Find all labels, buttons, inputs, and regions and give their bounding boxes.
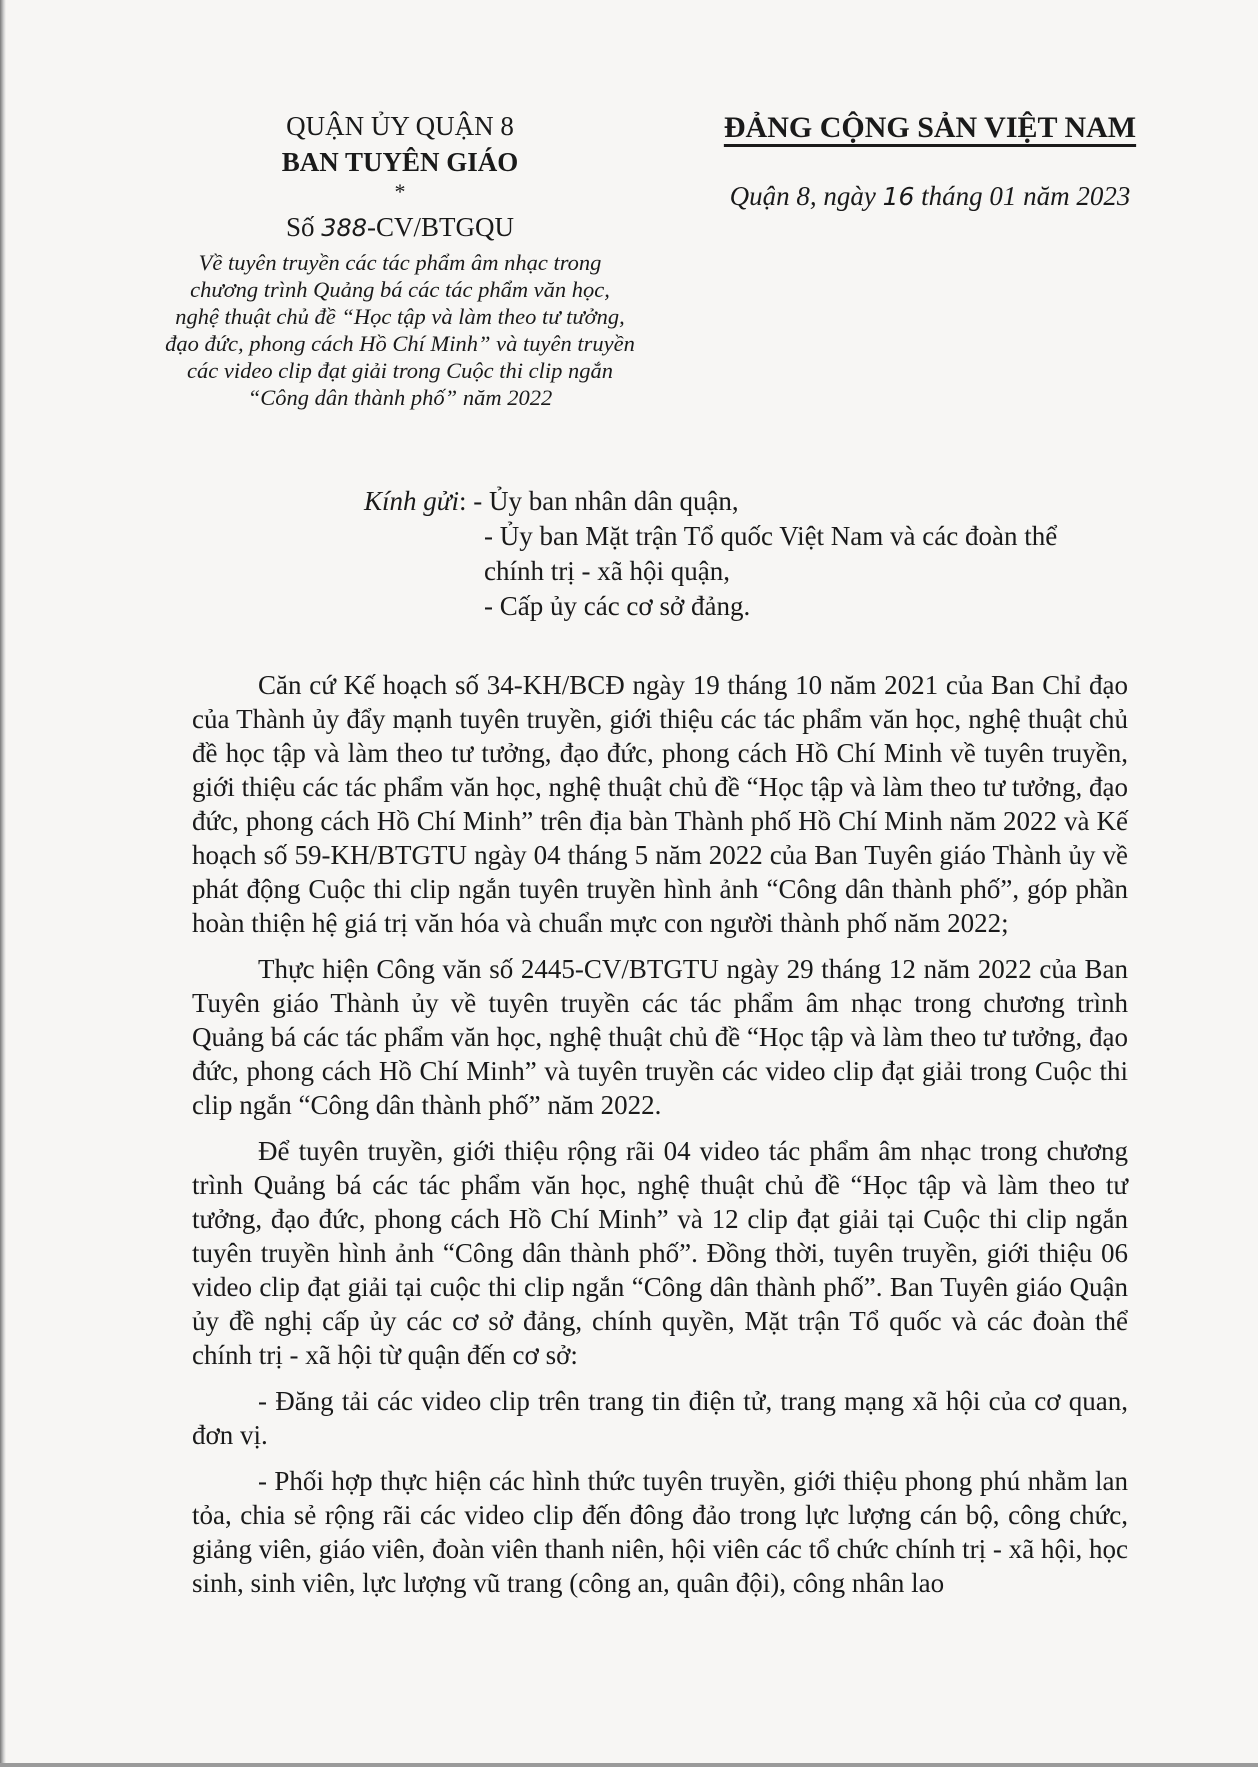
scan-edge-bottom [0, 1763, 1258, 1767]
date-prefix: Quận 8, ngày [729, 181, 883, 211]
recipient-item: : - Ủy ban nhân dân quận, [459, 486, 739, 516]
date-day-handwritten: 16 [882, 182, 915, 211]
recipient-first-line [364, 484, 1124, 519]
body-paragraph: Thực hiện Công văn số 2445-CV/BTGTU ngày 29 tháng 12 năm 2022 của Ban Tuyên giáo Thành ủy về tuyên truyền các tác phẩm âm nhạc trong chương trình Quảng bá các tác phẩm văn học, nghệ thuật chủ đề “Học tập và làm theo tư tưởng, đạo đức, phong cách Hồ Chí Minh” và tuyên truyền các video clip đạt giải trong Cuộc thi clip ngắn “Công dân thành phố” năm 2022. [192, 954, 1128, 1120]
body-paragraph: Để tuyên truyền, giới thiệu rộng rãi 04 video tác phẩm âm nhạc trong chương trình Quảng bá các tác phẩm văn học, nghệ thuật chủ đề “Học tập và làm theo tư tưởng, đạo đức, phong cách Hồ Chí Minh” và 12 clip đạt giải tại Cuộc thi clip ngắn tuyên truyền hình ảnh “Công dân thành phố”. Đồng thời, tuyên truyền, giới thiệu 06 video clip đạt giải tại cuộc thi clip ngắn “Công dân thành phố”. Ban Tuyên giáo Quận ủy đề nghị cấp ủy các cơ sở đảng, chính quyền, Mặt trận Tổ quốc và các đoàn thể chính trị - xã hội từ quận đến cơ sở: [192, 1136, 1128, 1370]
recipient-item: chính trị - xã hội quận, [484, 556, 730, 586]
body-paragraph: - Đăng tải các video clip trên trang tin điện tử, trang mạng xã hội của cơ quan, đơn vị. [192, 1386, 1128, 1450]
doc-number-suffix: -CV/BTGQU [367, 212, 515, 242]
body-paragraph: Căn cứ Kế hoạch số 34-KH/BCĐ ngày 19 tháng 10 năm 2021 của Ban Chỉ đạo của Thành ủy đẩy mạnh tuyên truyền, giới thiệu các tác phẩm văn học, nghệ thuật chủ đề học tập và làm theo tư tưởng, đạo đức, phong cách Hồ Chí Minh về tuyên truyền, giới thiệu các tác phẩm văn học, nghệ thuật chủ đề “Học tập và làm theo tư tưởng, đạo đức, phong cách Hồ Chí Minh” trên địa bàn Thành phố Hồ Chí Minh năm 2022 và Kế hoạch số 59-KH/BTGTU ngày 04 tháng 5 năm 2022 của Ban Tuyên giáo Thành ủy về phát động Cuộc thi clip ngắn tuyên truyền hình ảnh “Công dân thành phố”, góp phần hoàn thiện hệ giá trị văn hóa và chuẩn mực con người thành phố năm 2022; [192, 670, 1128, 938]
document-number [150, 208, 650, 247]
subject-line: “Công dân thành phố” năm 2022 [247, 385, 553, 410]
subject-line: nghệ thuật chủ đề “Học tập và làm theo tư tưởng, [175, 304, 625, 329]
body-paragraph: - Phối hợp thực hiện các hình thức tuyên truyền, giới thiệu phong phú nhằm lan tỏa, chia sẻ rộng rãi các video clip đến đông đảo trong lực lượng cán bộ, công chức, giảng viên, giáo viên, đoàn viên thanh niên, hội viên các tổ chức chính trị - xã hội, học sinh, sinh viên, lực lượng vũ trang (công an, quân đội), công nhân lao [192, 1466, 1128, 1598]
date-suffix: tháng 01 năm 2023 [914, 181, 1131, 211]
party-name: ĐẢNG CỘNG SẢN VIỆT NAM [723, 111, 1137, 144]
recipients-block [364, 484, 1124, 624]
separator-star: * [394, 179, 406, 204]
subject-line: Về tuyên truyền các tác phẩm âm nhạc trong [198, 250, 602, 275]
doc-number-handwritten: 388 [321, 214, 368, 242]
date-line [690, 178, 1170, 215]
issuer-block [150, 108, 650, 411]
scan-edge-left [0, 0, 6, 1767]
recipient-item: - Ủy ban Mặt trận Tổ quốc Việt Nam và các đoàn thể [484, 521, 1058, 551]
organization-name: QUẬN ỦY QUẬN 8 [286, 111, 514, 141]
document-body [192, 668, 1128, 1612]
department-name: BAN TUYÊN GIÁO [281, 147, 519, 177]
subject-line: chương trình Quảng bá các tác phẩm văn học, [190, 277, 610, 302]
document-subject [150, 249, 650, 411]
party-block [690, 108, 1170, 215]
subject-line: đạo đức, phong cách Hồ Chí Minh” và tuyên truyền [165, 331, 635, 356]
recipients-label: Kính gửi [364, 486, 459, 516]
subject-line: các video clip đạt giải trong Cuộc thi clip ngắn [187, 358, 613, 383]
doc-number-prefix: Số [285, 212, 322, 242]
recipient-item: - Cấp ủy các cơ sở đảng. [484, 591, 751, 621]
